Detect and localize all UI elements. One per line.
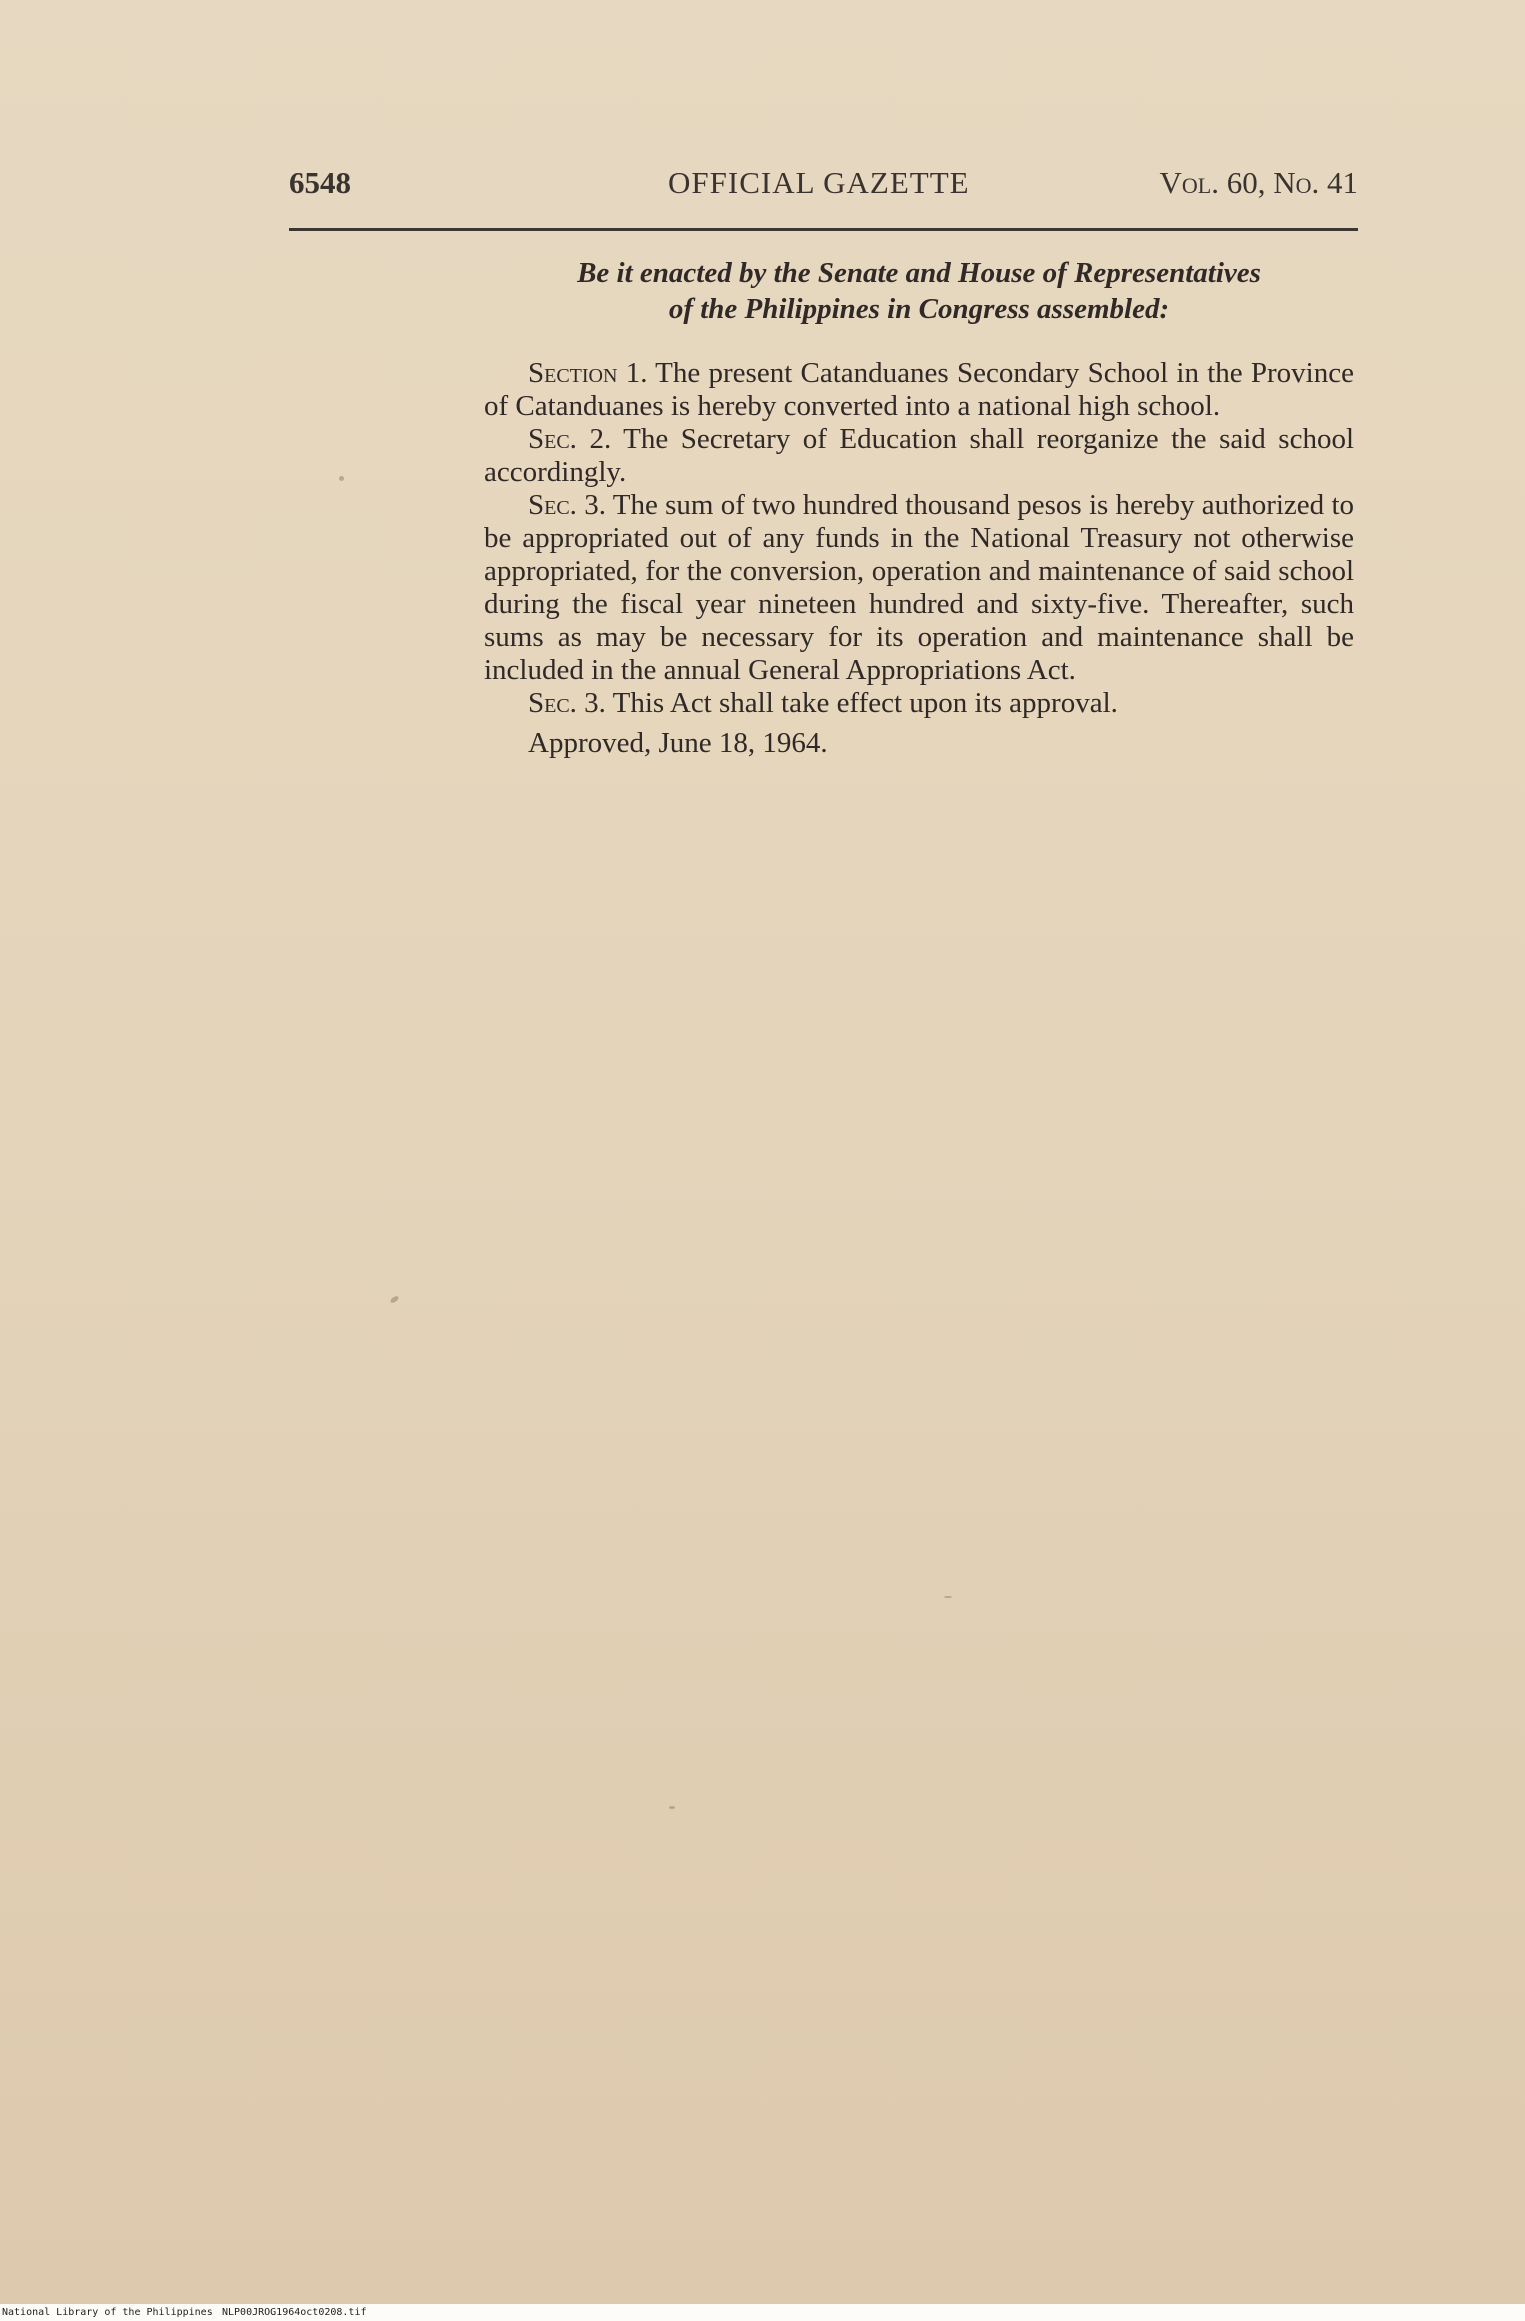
paper-speck xyxy=(339,476,344,481)
section-effectivity-label: Sec. 3. xyxy=(528,687,606,719)
section-1 xyxy=(484,357,1354,423)
header-rule xyxy=(289,228,1358,231)
section-2-text: The Secretary of Education shall reorganize the said school accordingly. xyxy=(484,423,1354,488)
section-2-label: Sec. 2. xyxy=(528,423,612,455)
scan-filename: NLP00JROG1964oct0208.tif xyxy=(222,2307,367,2318)
volume-number: Vol. 60, No. 41 xyxy=(1159,165,1358,200)
enacting-line-2: of the Philippines in Congress assembled: xyxy=(668,293,1170,325)
enacting-clause xyxy=(484,255,1354,327)
publication-title: OFFICIAL GAZETTE xyxy=(668,165,970,200)
enacting-line-1: Be it enacted by the Senate and House of Representatives xyxy=(577,257,1261,289)
library-credit: National Library of the Philippines xyxy=(2,2307,213,2318)
page-number: 6548 xyxy=(289,165,351,200)
approval-date: Approved, June 18, 1964. xyxy=(528,727,828,759)
section-1-label: Section 1. xyxy=(528,357,648,389)
paper-speck xyxy=(389,1295,399,1304)
section-effectivity xyxy=(484,687,1354,720)
page-header xyxy=(289,165,1358,215)
section-3-text: The sum of two hundred thousand pesos is hereby authorized to be appropriated out of any funds in the National Treasury not otherwise appropriated, for the conversion, operation and maintenance of said school during the fiscal year nineteen hundred and sixty-five. Thereafter, such sums as may be necessary for its operation and maintenance shall be included in the annual General Appropriations Act. xyxy=(484,489,1354,686)
section-1-text: The present Catanduanes Secondary School in the Province of Catanduanes is hereby converted into a national high school. xyxy=(484,357,1354,422)
paper-speck xyxy=(944,1596,952,1598)
scan-footer xyxy=(0,2304,1525,2321)
section-effectivity-text: This Act shall take effect upon its approval. xyxy=(605,687,1118,719)
act-text xyxy=(484,255,1354,760)
section-3 xyxy=(484,489,1354,687)
section-2 xyxy=(484,423,1354,489)
paper-speck xyxy=(669,1806,675,1809)
section-3-label: Sec. 3. xyxy=(528,489,606,521)
